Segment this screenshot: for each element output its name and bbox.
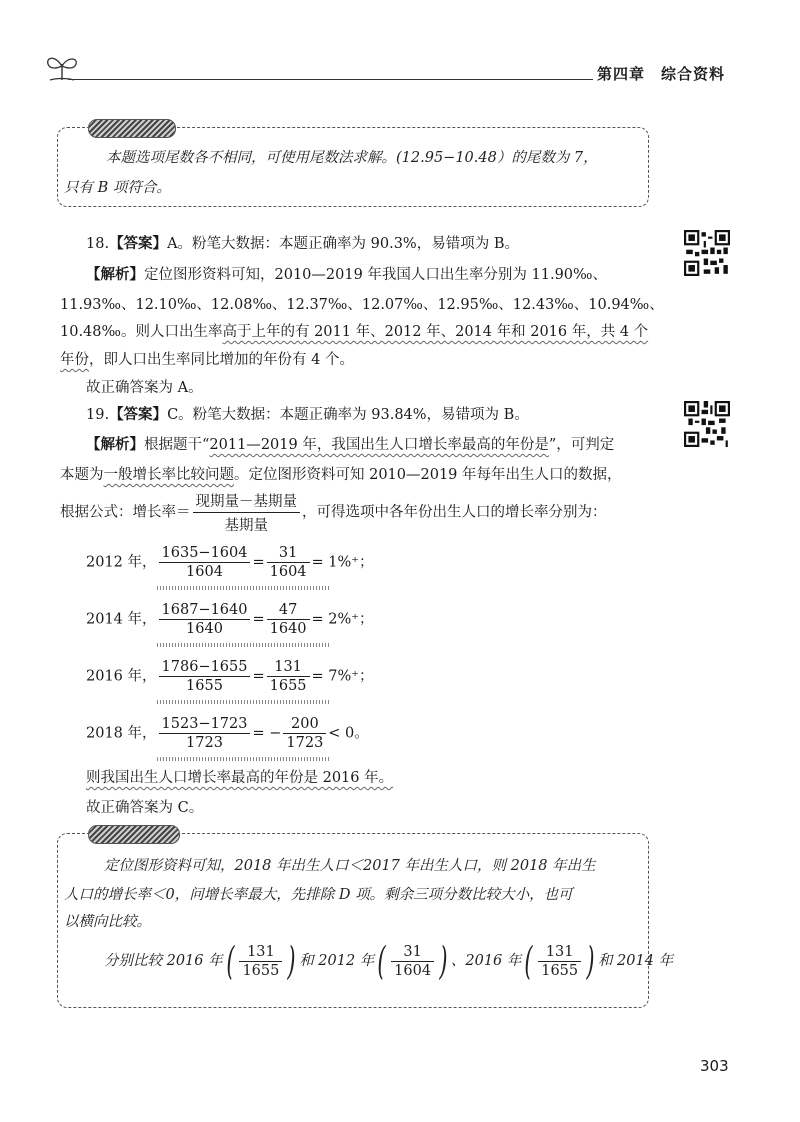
q18-analysis-line-3: 10.48‰。则人口出生率高于上年的有 2011 年、2012 年、2014 年和 2016 年，共 4 个 [60, 324, 649, 340]
page-number: 303 [700, 1057, 729, 1075]
wavy-underline [155, 586, 331, 590]
q19-analysis-line-2: 本题为一般增长率比较问题。定位图形资料可知 2010—2019 年每年出生人口的数据， [60, 467, 622, 483]
header-rule [68, 79, 593, 80]
q18-answer: 18.【答案】A。粉笔大数据：本题正确率为 90.3%，易错项为 B。 [86, 236, 519, 252]
q19-conclusion: 故正确答案为 C。 [86, 800, 204, 816]
calc-row-2014: 2014 年， $\frac{1687-1640}{1640}$ = $\frac{47}{1640}$ = 2%⁺； [86, 602, 374, 637]
q18-analysis-line-1: 【解析】定位图形资料可知，2010—2019 年我国人口出生率分别为 11.90‰、 [86, 267, 607, 283]
q18-conclusion: 故正确答案为 A。 [86, 380, 203, 396]
calc-row-2012: 2012 年， $\frac{1635-1604}{1604}$ = $\frac{31}{1604}$ = 1%⁺； [86, 545, 374, 580]
tip-badge-2 [88, 825, 180, 844]
calc-row-2016: 2016 年， $\frac{1786-1655}{1655}$ = $\frac{131}{1655}$ = 7%⁺； [86, 659, 374, 694]
tip2-line-3: 以横向比较。 [64, 914, 151, 930]
q19-analysis-line-1: 【解析】根据题干“2011—2019 年，我国出生人口增长率最高的年份是”，可判定 [86, 437, 615, 453]
tip2-line-4: 分别比较 2016 年( $\frac{131}{1655}$ ) 和 2012 年( $\frac{31}{1604}$ ) 、2016 年( $\frac{131}{1655}$ ) 和 2014 年 [104, 939, 674, 983]
q18-analysis-line-4: 年份，即人口出生率同比增加的年份有 4 个。 [60, 352, 354, 368]
tip1-line-1: 本题选项尾数各不相同，可使用尾数法求解。(12.95−10.48）的尾数为 7， [106, 150, 598, 166]
q18-analysis-line-2: 11.93‰、12.10‰、12.08‰、12.37‰、12.07‰、12.95‰、12.43‰、10.94‰、 [60, 297, 664, 313]
tip2-line-1: 定位图形资料可知，2018 年出生人口＜2017 年出生人口，则 2018 年出生 [104, 858, 596, 874]
q19-conclusion-line: 则我国出生人口增长率最高的年份是 2016 年。 [86, 770, 394, 786]
q19-answer: 19.【答案】C。粉笔大数据：本题正确率为 93.84%，易错项为 B。 [86, 407, 529, 423]
qr-code-icon [684, 230, 730, 276]
wavy-underline [155, 643, 331, 647]
tip1-line-2: 只有 B 项符合。 [64, 180, 171, 196]
chapter-number: 第四章 [597, 65, 646, 83]
calc-row-2018: 2018 年， $\frac{1523-1723}{1723}$ = − $\frac{200}{1723}$ < 0。 [86, 716, 369, 751]
tip-badge-1 [88, 119, 176, 138]
qr-code-icon [684, 401, 730, 447]
wavy-underline [155, 757, 331, 761]
wavy-underline [155, 700, 331, 704]
chapter-header [597, 63, 725, 84]
chapter-title: 综合资料 [661, 65, 726, 83]
tip2-line-2: 人口的增长率＜0，问增长率最大，先排除 D 项。剩余三项分数比较大小，也可 [64, 887, 573, 903]
growth-rate-formula: 根据公式：增长率＝ $\frac{\text{现期量－基期量}}{\text{基期量}}$ ，可得选项中各年份出生人口的增长率分别为： [60, 490, 607, 535]
